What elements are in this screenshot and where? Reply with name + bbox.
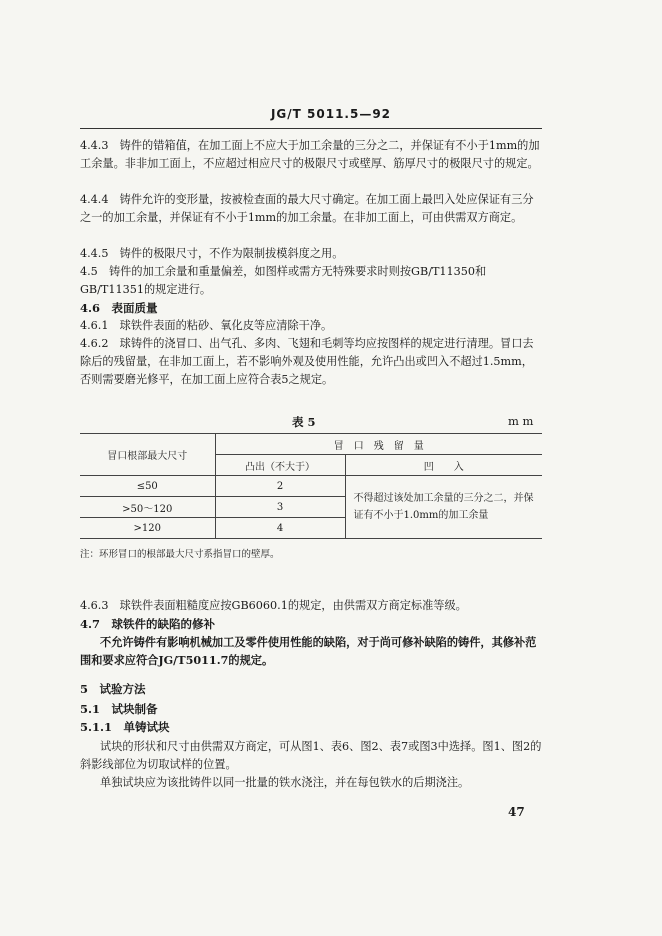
clause-4-6-1: 4.6.1 球铁件表面的粘砂、氧化皮等应清除干净。 bbox=[80, 319, 333, 332]
table-col-head: 冒口根部最大尺寸 bbox=[80, 434, 215, 476]
clause-4-5: 4.5 铸件的加工余量和重量偏差，如图样或需方无特殊要求时则按GB/T11350和GB/T11351的规定进行。 bbox=[80, 265, 487, 296]
clause-4-7-body: 不允许铸件有影响机械加工及零件使用性能的缺陷，对于尚可修补缺陷的铸件，其修补范围和要求应符合JG/T5011.7的规定。 bbox=[80, 635, 537, 667]
clause-4-4-3: 4.4.3 铸件的错箱值，在加工面上不应大于加工余量的三分之二，并保证有不小于1mm的加工余量。非非加工面上，不应超过相应尺寸的极限尺寸或壁厚、筋厚尺寸的极限尺寸的规定。 bbox=[80, 139, 540, 170]
table-cell-size: >120 bbox=[80, 518, 215, 539]
section-5-1-1-body-1: 试块的形状和尺寸由供需双方商定，可从图1、表6、图2、表7或图3中选择。图1、图2的斜影线部位为切取试样的位置。 bbox=[80, 740, 542, 771]
header-rule bbox=[80, 128, 542, 129]
table-sub-head-protrude: 凸出（不大于） bbox=[215, 455, 345, 476]
table-cell-protrude: 3 bbox=[215, 497, 345, 518]
table-5-note: 注：环形冒口的根部最大尺寸系指冒口的壁厚。 bbox=[80, 549, 280, 560]
clause-4-6-heading: 4.6 表面质量 bbox=[80, 301, 158, 315]
table-group-head: 冒 口 残 留 量 bbox=[215, 434, 542, 455]
table-cell-protrude: 2 bbox=[215, 476, 345, 497]
clause-4-4-5: 4.4.5 铸件的极限尺寸，不作为限制拔模斜度之用。 bbox=[80, 247, 344, 260]
table-5-caption: 表 5 bbox=[292, 415, 316, 429]
table-5-unit: m m bbox=[508, 414, 534, 428]
clause-4-4-4: 4.4.4 铸件允许的变形量，按被检查面的最大尺寸确定。在加工面上最凹入处应保证有三分之一的加工余量，并保证有不小于1mm的加工余量。在非加工面上，可由供需双方商定。 bbox=[80, 193, 534, 224]
page-header: JG/T 5011.5—92 bbox=[270, 107, 392, 121]
section-5-heading: 5 试验方法 bbox=[80, 682, 146, 696]
table-cell-size: >50～120 bbox=[80, 497, 215, 518]
page-number: 47 bbox=[508, 805, 525, 819]
clause-4-6-2: 4.6.2 球铸件的浇冒口、出气孔、多肉、飞翅和毛刺等均应按图样的规定进行清理。冒口去除后的残留量，在非加工面上，若不影响外观及使用性能，允许凸出或凹入不超过1.5mm，否则需要磨光修平，在加工面上应符合表5之规定。 bbox=[80, 337, 534, 386]
table-cell-protrude: 4 bbox=[215, 518, 345, 539]
table-cell-recess: 不得超过该处加工余量的三分之二，并保证有不小于1.0mm的加工余量 bbox=[345, 476, 542, 539]
section-5-1-heading: 5.1 试块制备 bbox=[80, 702, 158, 716]
table-5 bbox=[80, 433, 542, 539]
clause-4-6-3: 4.6.3 球铁件表面粗糙度应按GB6060.1的规定，由供需双方商定标准等级。 bbox=[80, 599, 467, 612]
section-5-1-1-body-2: 单独试块应为该批铸件以同一批量的铁水浇注，并在每包铁水的后期浇注。 bbox=[100, 776, 470, 789]
table-sub-head-recess: 凹 入 bbox=[345, 455, 542, 476]
table-row bbox=[80, 476, 542, 497]
clause-4-7-heading: 4.7 球铁件的缺陷的修补 bbox=[80, 617, 216, 631]
section-5-1-1-heading: 5.1.1 单铸试块 bbox=[80, 720, 170, 734]
table-cell-size: ≤50 bbox=[80, 476, 215, 497]
